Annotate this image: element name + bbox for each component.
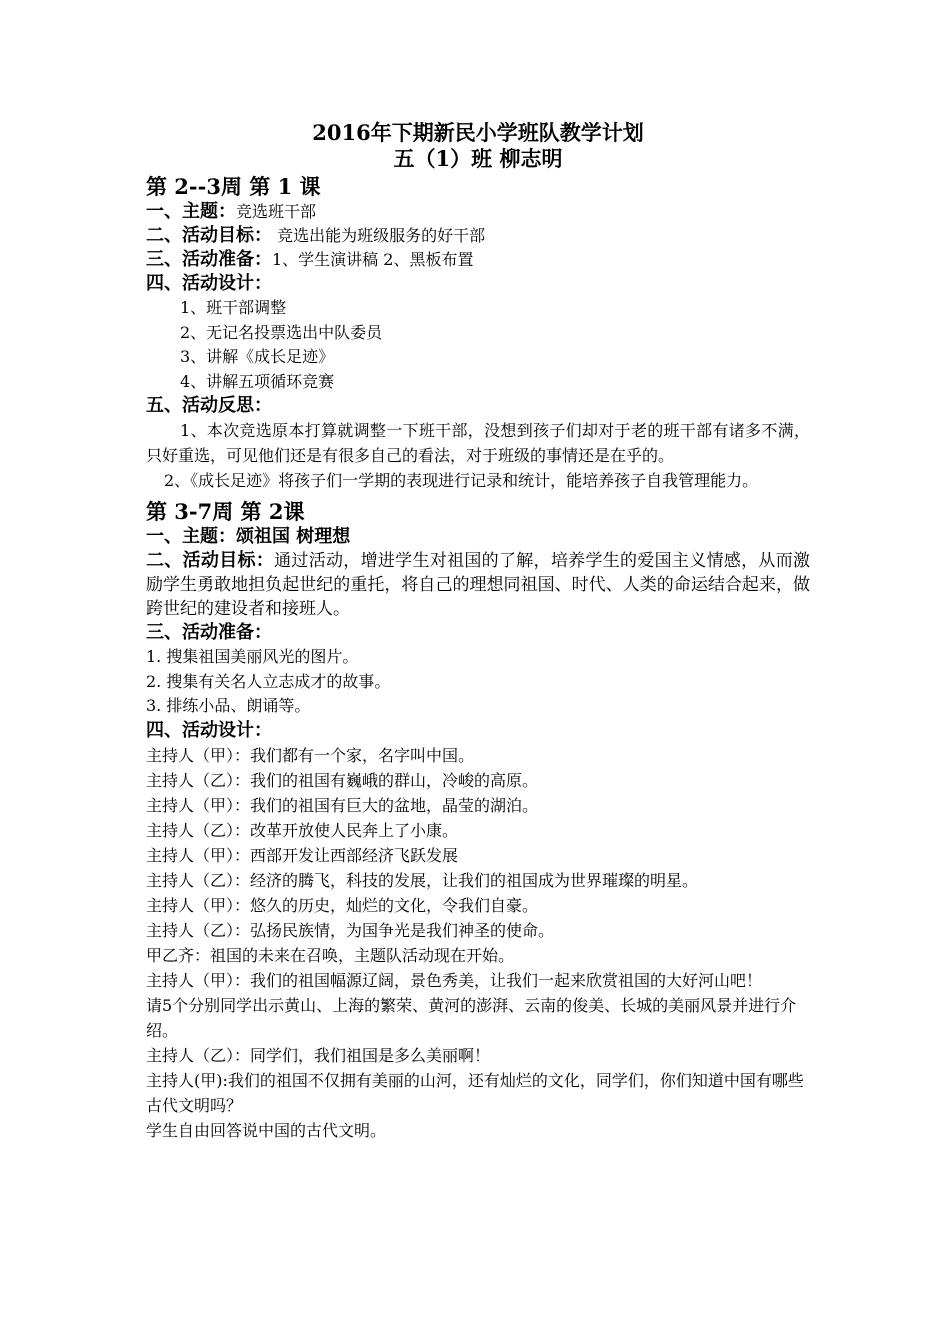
list-item: 2. 搜集有关名人立志成才的故事。: [146, 671, 391, 691]
dialogue-line: 主持人（甲）：悠久的历史，灿烂的文化，令我们自豪。: [146, 895, 539, 915]
lesson2-prep-label: 三、活动准备：: [146, 622, 272, 643]
dialogue-line: 主持人（甲）：我们的祖国有巨大的盆地，晶莹的湖泊。: [146, 795, 539, 815]
list-item: 1. 搜集祖国美丽风光的图片。: [146, 647, 359, 666]
lesson2-week-heading: 第 3-7周 第 2课: [146, 499, 305, 524]
document-subtitle: 五（1）班 柳志明: [393, 146, 563, 171]
dialogue-line: 主持人（乙）：同学们，我们祖国是多么美丽啊！: [146, 1045, 491, 1065]
lesson2-prep: [146, 621, 810, 645]
dialogue-line: 主持人（乙）：改革开放使人民奔上了小康。: [146, 820, 459, 840]
dialogue-line: 请5个分别同学出示黄山、上海的繁荣、黄河的澎湃、云南的俊美、长城的美丽风景并进行介绍。: [146, 995, 797, 1040]
lesson1-design: [146, 272, 810, 296]
lesson1-prep-text: 1、学生演讲稿 2、黑板布置: [272, 250, 474, 269]
lesson1-reflect: [146, 394, 810, 418]
dialogue-line: 主持人（甲）：西部开发让西部经济飞跃发展: [146, 845, 459, 865]
lesson1-goal-label: 二、活动目标：: [146, 225, 272, 246]
lesson2-design-label: 四、活动设计：: [146, 719, 272, 741]
document-title: 2016年下期新民小学班队教学计划: [312, 120, 644, 145]
lesson1-reflect-label: 五、活动反思：: [146, 395, 272, 416]
list-item: 1、班干部调整: [180, 298, 287, 317]
dialogue-line: 主持人（甲）：我们的祖国幅源辽阔，景色秀美，让我们一起来欣赏祖国的大好河山吧！: [146, 970, 763, 990]
lesson1-goal: [146, 224, 810, 248]
list-item: 2、无记名投票选出中队委员: [180, 322, 383, 342]
document-page: [146, 120, 810, 1143]
list-item: 3. 排练小品、朗诵等。: [146, 696, 311, 715]
list-item: 4、讲解五项循环竞赛: [180, 371, 335, 391]
lesson2-design: [146, 719, 810, 743]
lesson1-reflect-paragraph-2: 2、《成长足迹》将孩子们一学期的表现进行记录和统计，能培养孩子自我管理能力。: [164, 471, 759, 490]
lesson1-theme: [146, 200, 810, 224]
lesson1-design-label: 四、活动设计：: [146, 273, 272, 294]
lesson2-goal-label: 二、活动目标：: [146, 550, 275, 571]
lesson1-theme-label: 一、主题：: [146, 201, 236, 222]
dialogue-line: 主持人(甲):我们的祖国不仅拥有美丽的山河，还有灿烂的文化，同学们，你们知道中国有哪些古代文明吗？: [146, 1070, 804, 1115]
lesson2-goal: [146, 549, 810, 621]
lesson1-theme-text: 竞选班干部: [236, 202, 317, 221]
dialogue-line: 主持人（乙）：弘扬民族情，为国争光是我们神圣的使命。: [146, 920, 555, 940]
lesson1-goal-text: 竞选出能为班级服务的好干部: [272, 226, 486, 245]
lesson2-theme: [146, 525, 810, 549]
dialogue-line: 主持人（甲）：我们都有一个家，名字叫中国。: [146, 745, 475, 765]
lesson1-reflect-paragraph-1: 1、本次竞选原本打算就调整一下班干部，没想到孩子们却对于老的班干部有诸多不满，只好重选，可见他们还是有很多自己的看法，对于班级的事情还是在乎的。: [146, 421, 810, 465]
list-item: 3、讲解《成长足迹》: [180, 347, 335, 366]
dialogue-line: 主持人（乙）：我们的祖国有巍峨的群山，冷峻的高原。: [146, 770, 539, 790]
lesson1-week-heading: 第 2--3周 第 1 课: [146, 174, 321, 199]
dialogue-line: 主持人（乙）：经济的腾飞，科技的发展，让我们的祖国成为世界璀璨的明星。: [146, 870, 699, 890]
lesson1-prep-label: 三、活动准备：: [146, 249, 272, 270]
lesson1-prep: [146, 248, 810, 272]
lesson2-theme-label: 一、主题：颂祖国 树理想: [146, 526, 351, 547]
dialogue-line: 学生自由回答说中国的古代文明。: [146, 1120, 387, 1140]
lesson2-goal-text: 通过活动，增进学生对祖国的了解，培养学生的爱国主义情感，从而激励学生勇敢地担负起世纪的重托，将自己的理想同祖国、时代、人类的命运结合起来，做跨世纪的建设者和接班人。: [146, 551, 811, 619]
dialogue-line: 甲乙齐：祖国的未来在召唤，主题队活动现在开始。: [146, 945, 515, 965]
